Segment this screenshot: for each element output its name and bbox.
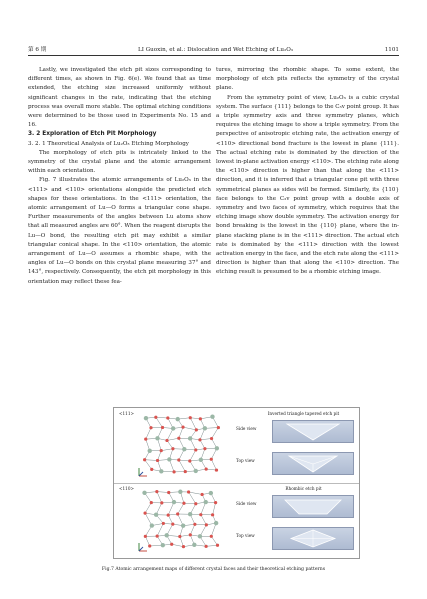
- paragraph: The morphology of etch pits is intricately linked to the symmetry of the crystal plane and the atomic arrangement within each orientation.: [28, 149, 211, 175]
- etch-pit-title: Inverted triangle tapered etch pit: [267, 411, 340, 416]
- etch-pit-title: Rhombic etch pit: [285, 486, 322, 491]
- top-view-box: [272, 527, 354, 550]
- triangle-top-icon: [273, 453, 353, 474]
- crystal-structure-110-image: [136, 487, 226, 555]
- paragraph: Fig. 7 illustrates the atomic arrangements of Lu₂O₃ in the <111> and <110> orientations alongside the predicted etch shapes for these orientations. In the <111> orientation, the atomic arrangement of Lu—O forms a triangular cone shape. Further measurements of the angles between Lu atoms show that all measured angles are 60°. When the reagent disrupts the Lu—O bond, the resulting etch pit may exhibit a similar triangular conical shape. In the <110> orientation, the atomic arrangement of Lu—O assumes a rhombic shape, with the angles of Lu—O bonds on this crystal plane measuring 37° and 143°, respectively. Consequently, the etch pit morphology in this orientation may reflect these fea-: [28, 177, 211, 285]
- atom-lattice: [139, 490, 219, 551]
- issue-number: 第 6 期: [28, 47, 47, 53]
- left-column: [28, 66, 211, 287]
- figure-row-110: [114, 483, 359, 558]
- atom-lattice: [139, 415, 220, 476]
- side-view-box: [272, 420, 354, 443]
- top-view-label: Top view: [236, 458, 255, 463]
- orientation-label: <111>: [119, 411, 135, 416]
- figure-row-111: [114, 408, 359, 484]
- crystal-structure-111-image: [136, 412, 226, 480]
- rhombic-side-icon: [273, 496, 353, 517]
- side-view-label: Side view: [236, 501, 257, 506]
- right-column: [216, 66, 399, 278]
- top-view-box: [272, 452, 354, 475]
- paragraph: From the symmetry point of view, Lu₂O₃ is a cubic crystal system. The surface {111} belongs to the C₃v point group. It has a triple symmetry axis and three symmetry planes, which requires the etching image to show a triple symmetry. From the perspective of anisotropic etching rate, the activation energy of <110> directional bond fracture is the lowest in plane {111}. The actual etching rate is dominated by the direction of the lowest in-plane activation energy <110>. The etching rate along the <110> direction is higher than that along the <111> direction, and it is inferred that a triangular cone pit with three symmetrical planes as sides will be formed. Similarly, its {110} face belongs to the C₂v point group with a double axis of symmetry and two faces of symmetry, which requires that the etching image show double symmetry. The activation energy for bond breaking is the lowest in the {110} plane, where the in-plane stacking plane is in the <111> direction. The actual etch rate is dominated by the <111> direction with the lowest activation energy in the face, and the etch rate along the <111> direction is higher than that along the <110> direction. The etching result is presumed to be a rhombic etching image.: [216, 94, 399, 276]
- top-view-label: Top view: [236, 533, 255, 538]
- paragraph: tures, mirroring the rhombic shape. To some extent, the morphology of etch pits reflects the symmetry of the crystal plane.: [216, 67, 399, 92]
- figure-7: [113, 407, 360, 559]
- inverted-triangle-side-icon: [273, 421, 353, 442]
- orientation-label: <110>: [119, 486, 135, 491]
- running-header: [28, 42, 399, 56]
- side-view-box: [272, 495, 354, 518]
- side-view-label: Side view: [236, 426, 257, 431]
- section-heading: 3. 2 Exploration of Etch Pit Morphology: [28, 131, 157, 138]
- article-running-title: LI Guoxin, et al.: Dislocation and Wet Etching of Lu₂O₃: [138, 47, 294, 53]
- paragraph: Lastly, we investigated the etch pit sizes corresponding to different times, as shown in Fig. 6(e). We found that as time extended, the etching size increased uniformly without significant changes in the rate, indicating that the etching process was overall more stable. The optimal etching conditions were determined to be those used in Experiments No. 15 and 16.: [28, 67, 211, 129]
- rhombus-top-icon: [273, 528, 353, 549]
- subsection-heading: 3. 2. 1 Theoretical Analysis of Lu₂O₃ Etching Morphology: [28, 140, 189, 147]
- page-number: 1101: [384, 47, 399, 53]
- figure-caption: Fig.7 Atomic arrangement maps of different crystal faces and their theoretical etching patterns: [101, 567, 326, 572]
